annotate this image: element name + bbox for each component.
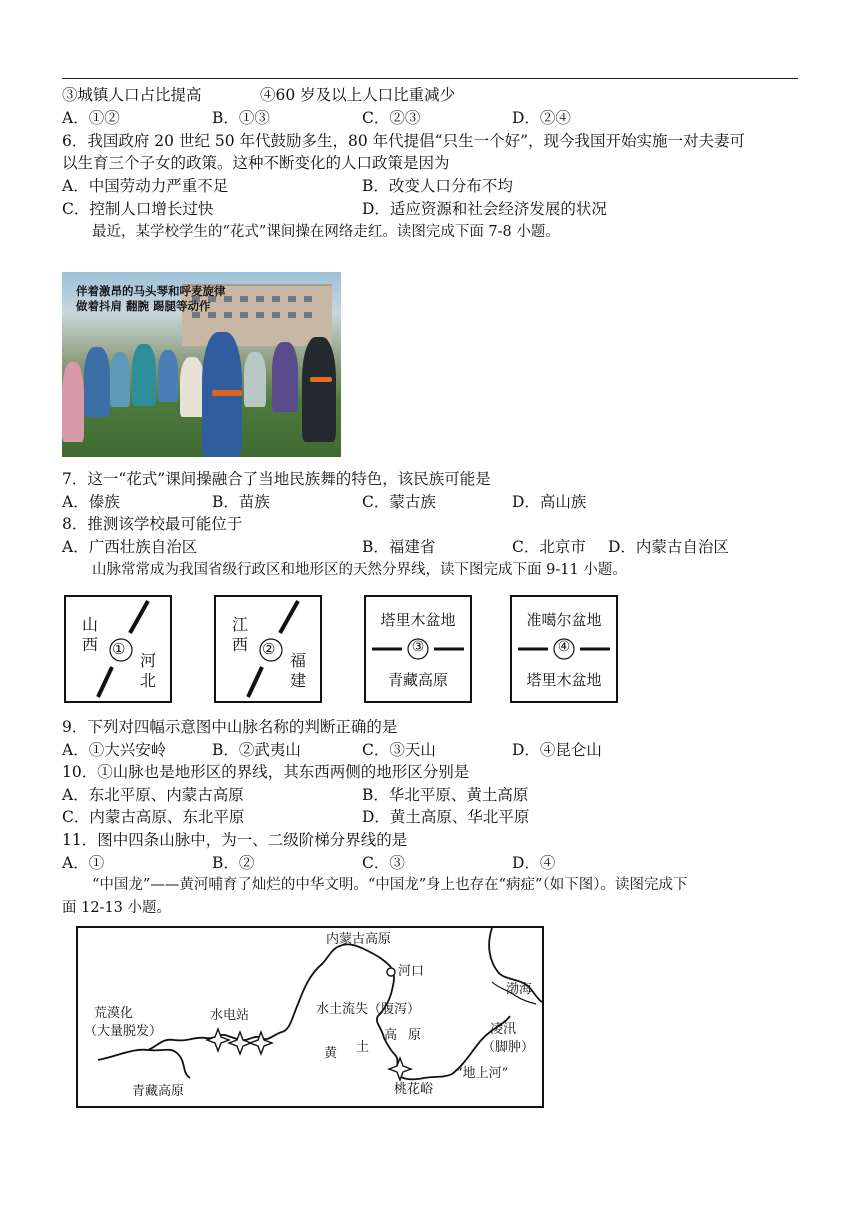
q11-option-d[interactable]: D．④ bbox=[512, 854, 556, 872]
box1-right-label: 河北 bbox=[140, 651, 157, 690]
exercise-photo bbox=[62, 272, 341, 457]
box3-number: ③ bbox=[411, 639, 425, 655]
q6-stem-line2: 以生育三个子女的政策。这种不断变化的人口政策是因为 bbox=[62, 154, 450, 172]
box2-right-label: 福建 bbox=[290, 651, 307, 690]
diagram-box-3 bbox=[364, 595, 472, 703]
box2-number: ② bbox=[262, 640, 276, 658]
q6-stem-line1: 6．我国政府 20 世纪 50 年代鼓励多生，80 年代提倡“只生一个好”，现今我国开始实施一对夫妻可 bbox=[62, 132, 746, 150]
q10-option-d[interactable]: D．黄土高原、华北平原 bbox=[362, 808, 530, 826]
box3-bottom-label: 青藏高原 bbox=[387, 671, 448, 689]
box1-number: ① bbox=[112, 640, 126, 658]
label-loess-4: 原 bbox=[408, 1028, 422, 1043]
q7-option-b[interactable]: B．苗族 bbox=[212, 493, 270, 511]
photo-caption: 伴着激昂的马头琴和呼麦旋律 做着抖肩 翻腕 踢腿等动作 bbox=[76, 284, 226, 313]
q6-option-b[interactable]: B．改变人口分布不均 bbox=[362, 177, 513, 195]
yellow-river-map bbox=[76, 926, 544, 1108]
label-suspended-river: “地上河” bbox=[456, 1066, 509, 1081]
q7-stem: 7．这一“花式”课间操融合了当地民族舞的特色，该民族可能是 bbox=[62, 470, 491, 488]
label-erosion: 水土流失（腹泻） bbox=[316, 1002, 421, 1017]
label-loess-2: 土 bbox=[356, 1040, 370, 1055]
q8-option-a[interactable]: A．广西壮族自治区 bbox=[62, 538, 198, 556]
q7-option-d[interactable]: D．高山族 bbox=[512, 493, 587, 511]
q5-item-4: ④60 岁及以上人口比重减少 bbox=[260, 86, 456, 104]
q8-option-d[interactable]: D．内蒙古自治区 bbox=[608, 538, 729, 556]
diagram-box-2 bbox=[214, 595, 322, 703]
diagram-box-1 bbox=[64, 595, 172, 703]
diagram-box-4 bbox=[510, 595, 618, 703]
box4-number: ④ bbox=[557, 639, 571, 655]
q9-option-c[interactable]: C．③天山 bbox=[362, 741, 436, 759]
q10-option-c[interactable]: C．内蒙古高原、东北平原 bbox=[62, 808, 245, 826]
intro-9-11: 山脉常常成为我国省级行政区和地形区的天然分界线，读下图完成下面 9-11 小题。 bbox=[92, 562, 627, 578]
q5-option-a[interactable]: A．①② bbox=[62, 109, 120, 127]
q9-option-a[interactable]: A．①大兴安岭 bbox=[62, 741, 167, 759]
q5-option-d[interactable]: D．②④ bbox=[512, 109, 571, 127]
q7-option-c[interactable]: C．蒙古族 bbox=[362, 493, 436, 511]
q5-option-b[interactable]: B．①③ bbox=[212, 109, 270, 127]
q9-option-d[interactable]: D．④昆仑山 bbox=[512, 741, 602, 759]
q8-option-b[interactable]: B．福建省 bbox=[362, 538, 436, 556]
label-inner-mongolia: 内蒙古高原 bbox=[326, 932, 392, 947]
top-rule bbox=[62, 78, 798, 79]
label-qinghai-tibet: 青藏高原 bbox=[132, 1084, 185, 1099]
q9-stem: 9．下列对四幅示意图中山脉名称的判断正确的是 bbox=[62, 718, 398, 736]
label-loess-3: 高 bbox=[384, 1028, 398, 1043]
q11-option-b[interactable]: B．② bbox=[212, 854, 255, 872]
box3-top-label: 塔里木盆地 bbox=[380, 611, 456, 629]
box1-left-label: 山西 bbox=[82, 615, 99, 654]
q8-option-c[interactable]: C．北京市 bbox=[512, 538, 586, 556]
label-ice-flood: 凌汛 bbox=[490, 1022, 517, 1037]
q11-stem: 11．图中四条山脉中，为一、二级阶梯分界线的是 bbox=[62, 831, 408, 849]
q10-stem: 10．①山脉也是地形区的界线，其东西两侧的地形区分别是 bbox=[62, 763, 470, 781]
label-hydropower: 水电站 bbox=[210, 1008, 250, 1023]
intro-12-13-line2: 面 12-13 小题。 bbox=[62, 900, 172, 916]
q9-option-b[interactable]: B．②武夷山 bbox=[212, 741, 301, 759]
box4-bottom-label: 塔里木盆地 bbox=[526, 671, 602, 689]
q5-item-3: ③城镇人口占比提高 bbox=[62, 86, 202, 104]
q6-option-d[interactable]: D．适应资源和社会经济发展的状况 bbox=[362, 200, 607, 218]
box4-top-label: 准噶尔盆地 bbox=[526, 611, 602, 629]
q7-option-a[interactable]: A．傣族 bbox=[62, 493, 120, 511]
q5-option-c[interactable]: C．②③ bbox=[362, 109, 421, 127]
label-taohuayu: 桃花峪 bbox=[394, 1082, 434, 1097]
q11-option-a[interactable]: A．① bbox=[62, 854, 105, 872]
label-loess-1: 黄 bbox=[324, 1046, 338, 1061]
q10-option-b[interactable]: B．华北平原、黄土高原 bbox=[362, 786, 529, 804]
q10-option-a[interactable]: A．东北平原、内蒙古高原 bbox=[62, 786, 244, 804]
q8-stem: 8．推测该学校最可能位于 bbox=[62, 515, 243, 533]
label-swollen-feet: （脚肿） bbox=[482, 1040, 535, 1055]
intro-7-8: 最近，某学校学生的“花式”课间操在网络走红。读图完成下面 7-8 小题。 bbox=[92, 224, 560, 240]
q6-option-a[interactable]: A．中国劳动力严重不足 bbox=[62, 177, 229, 195]
label-bohai: 渤海 bbox=[506, 982, 533, 997]
box2-left-label: 江西 bbox=[232, 615, 249, 654]
label-hekou: 河口 bbox=[398, 964, 425, 979]
label-hair-loss: （大量脱发） bbox=[84, 1024, 163, 1039]
q6-option-c[interactable]: C．控制人口增长过快 bbox=[62, 200, 214, 218]
intro-12-13-line1: “中国龙”——黄河哺育了灿烂的中华文明。“中国龙”身上也存在“病症”（如下图）。读图完成下 bbox=[92, 877, 688, 893]
q11-option-c[interactable]: C．③ bbox=[362, 854, 405, 872]
label-desertification: 荒漠化 bbox=[94, 1006, 134, 1021]
